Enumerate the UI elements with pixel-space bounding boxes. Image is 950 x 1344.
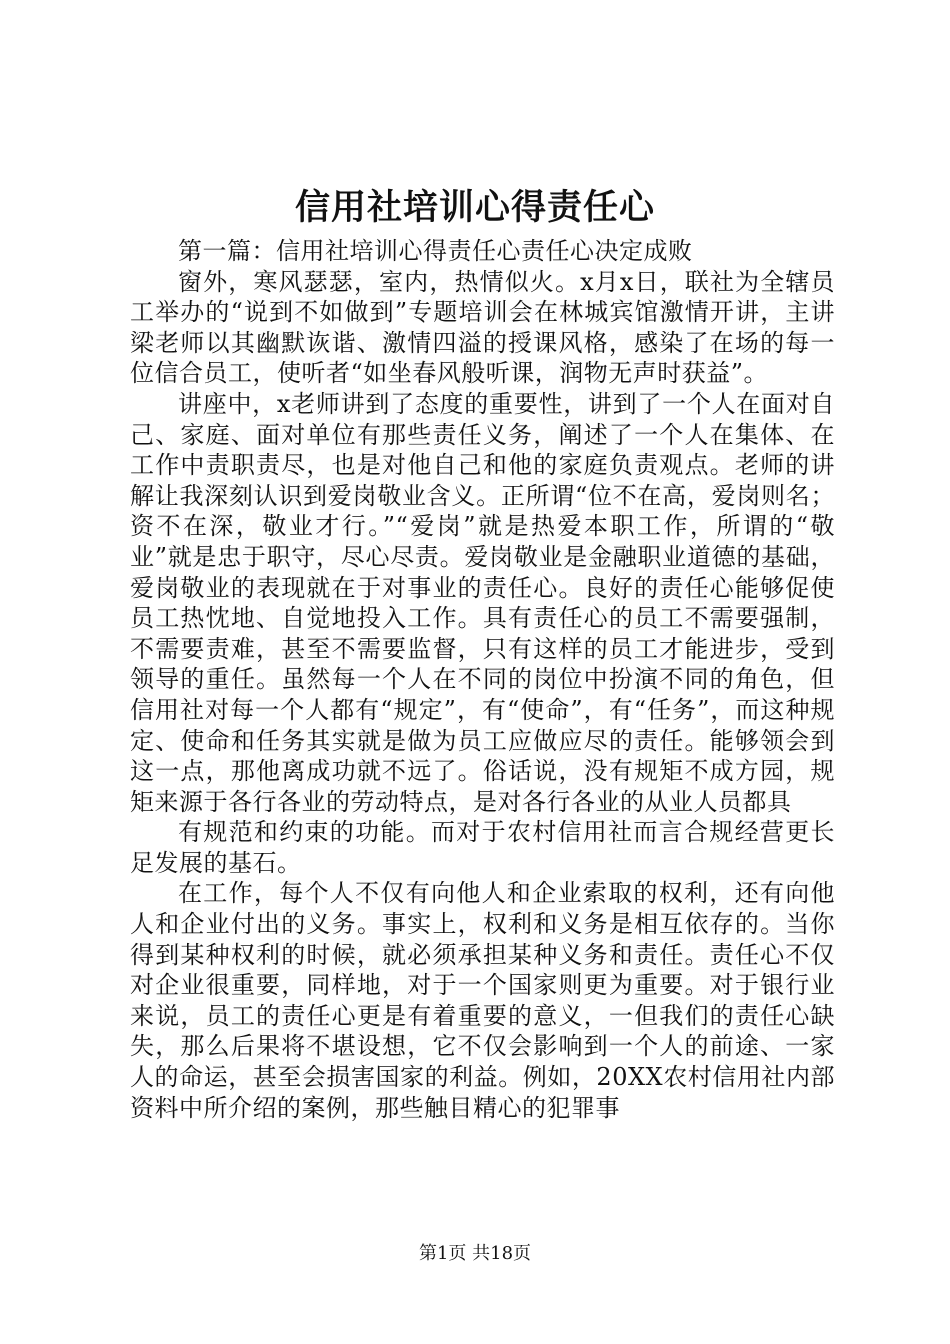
page-number-footer: 第1页 共18页 — [418, 1243, 532, 1264]
paragraph-5: 在工作，每个人不仅有向他人和企业索取的权利，还有向他人和企业付出的义务。事实上，权利和义务是相互依存的。当你得到某种权利的时候，就必须承担某种义务和责任。责任心不仅对企业很重要，同样地，对于一个国家则更为重要。对于银行业来说，员工的责任心更是有着重要的意义，一但我们的责任心缺失，那么后果将不堪设想，它不仅会影响到一个人的前途、一家人的命运，甚至会损害国家的利益。例如，20XX农村信用社内部资料中所介绍的案例，那些触目精心的犯罪事 — [130, 879, 835, 1122]
document-title: 信用社培训心得责任心 — [294, 187, 655, 228]
paragraph-1: 第一篇：信用社培训心得责任心责任心决定成败 — [178, 237, 693, 265]
paragraph-2: 窗外，寒风瑟瑟，室内，热情似火。x月x日，联社为全辖员工举办的“说到不如做到”专题培训会在林城宾馆激情开讲，主讲梁老师以其幽默诙谐、激情四溢的授课风格，感染了在场的每一位信合员工，使听者“如坐春风般听课，润物无声时获益”。 — [130, 267, 835, 388]
document-body — [130, 236, 835, 1123]
paragraph-3: 讲座中，x老师讲到了态度的重要性，讲到了一个人在面对自己、家庭、面对单位有那些责任义务，阐述了一个人在集体、在工作中责职责尽，也是对他自己和他的家庭负责观点。老师的讲解让我深刻认识到爱岗敬业含义。正所谓“位不在高，爱岗则名；资不在深，敬业才行。”“爱岗”就是热爱本职工作，所谓的“敬业”就是忠于职守，尽心尽责。爱岗敬业是金融职业道德的基础，爱岗敬业的表现就在于对事业的责任心。良好的责任心能够促使员工热忱地、自觉地投入工作。具有责任心的员工不需要强制，不需要责难，甚至不需要监督，只有这样的员工才能进步，受到领导的重任。虽然每一个人在不同的岗位中扮演不同的角色，但信用社对每一个人都有“规定”，有“使命”，有“任务”，而这种规定、使命和任务其实就是做为员工应做应尽的责任。能够领会到这一点，那他离成功就不远了。俗话说，没有规矩不成方园，规矩来源于各行各业的劳动特点，是对各行各业的从业人员都具 — [130, 389, 835, 816]
paragraph-4: 有规范和约束的功能。而对于农村信用社而言合规经营更长足发展的基石。 — [130, 818, 835, 877]
